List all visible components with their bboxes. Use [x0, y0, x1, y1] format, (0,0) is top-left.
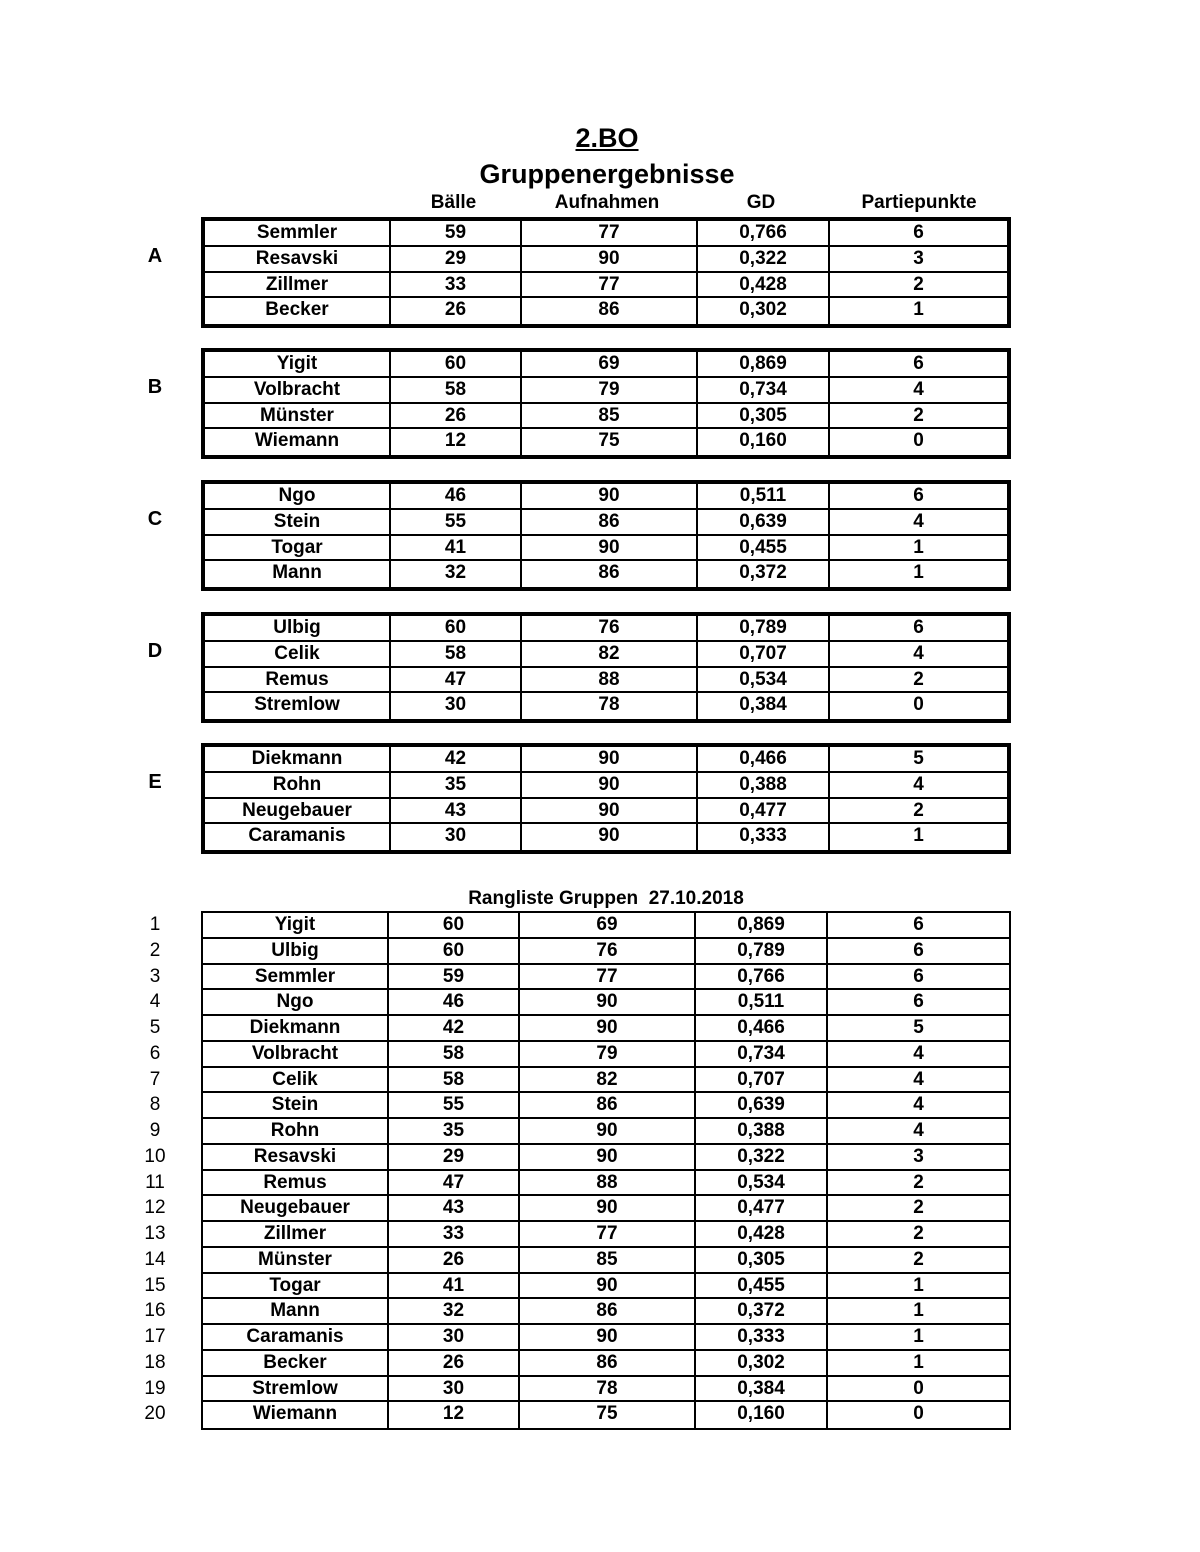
baelle-cell: 30: [391, 693, 522, 719]
aufnahmen-cell: 86: [520, 1299, 696, 1323]
table-row: [205, 404, 1007, 430]
player-name: Caramanis: [205, 824, 391, 850]
rank-number: 13: [144, 1223, 166, 1244]
aufnahmen-cell: 86: [520, 1093, 696, 1117]
baelle-cell: 43: [391, 799, 522, 823]
rank-number: 1: [149, 914, 161, 935]
baelle-cell: 42: [391, 747, 522, 771]
baelle-cell: 29: [389, 1145, 520, 1169]
partiepunkte-cell: 0: [913, 1403, 924, 1425]
aufnahmen-cell: 90: [520, 1119, 696, 1143]
aufnahmen-cell: 69: [520, 913, 696, 937]
player-name: Zillmer: [205, 273, 391, 297]
gd-cell: 0,455: [696, 1274, 828, 1298]
partiepunkte-cell: 1: [913, 562, 924, 584]
aufnahmen-cell: 77: [522, 221, 698, 245]
aufnahmen-cell: 90: [522, 747, 698, 771]
baelle-cell: 46: [391, 484, 522, 508]
rank-number: 7: [149, 1068, 161, 1090]
partiepunkte-cell: 3: [913, 247, 924, 269]
table-row: [205, 273, 1007, 299]
partiepunkte-cell: 0: [913, 694, 924, 716]
partiepunkte-cell: 1: [913, 536, 924, 558]
aufnahmen-cell: 86: [520, 1351, 696, 1375]
partiepunkte-cell: 4: [913, 510, 924, 532]
group-table: [201, 348, 1011, 459]
partiepunkte-cell: 1: [913, 1326, 924, 1347]
gd-cell: 0,302: [698, 298, 830, 324]
partiepunkte-cell: 2: [913, 668, 924, 690]
table-row: [203, 1093, 1009, 1119]
table-row: [205, 536, 1007, 562]
player-name: Rohn: [203, 1119, 389, 1143]
gd-cell: 0,388: [696, 1119, 828, 1143]
table-row: [203, 965, 1009, 991]
baelle-cell: 58: [389, 1068, 520, 1092]
aufnahmen-cell: 77: [520, 1222, 696, 1246]
aufnahmen-cell: 82: [522, 642, 698, 666]
aufnahmen-cell: 82: [520, 1068, 696, 1092]
partiepunkte-cell: 3: [913, 1145, 924, 1167]
aufnahmen-cell: 78: [522, 693, 698, 719]
player-name: Stremlow: [205, 693, 391, 719]
partiepunkte-cell: 6: [913, 965, 924, 987]
gd-cell: 0,428: [698, 273, 830, 297]
baelle-cell: 29: [391, 247, 522, 271]
player-name: Wiemann: [203, 1402, 389, 1428]
rank-number: 2: [149, 939, 161, 961]
player-name: Remus: [203, 1171, 389, 1195]
baelle-cell: 43: [389, 1196, 520, 1220]
player-name: Ngo: [203, 990, 389, 1014]
partiepunkte-cell: 2: [913, 1223, 924, 1244]
baelle-cell: 55: [391, 510, 522, 534]
player-name: Diekmann: [205, 747, 391, 771]
rank-number: 11: [145, 1171, 165, 1193]
baelle-cell: 30: [391, 824, 522, 850]
table-row: [205, 668, 1007, 694]
gd-cell: 0,372: [696, 1299, 828, 1323]
player-name: Togar: [205, 536, 391, 560]
player-name: Zillmer: [203, 1222, 389, 1246]
aufnahmen-cell: 90: [522, 824, 698, 850]
gd-cell: 0,477: [696, 1196, 828, 1220]
gd-cell: 0,766: [698, 221, 830, 245]
group-table: [201, 217, 1011, 328]
rank-number: 12: [144, 1197, 166, 1219]
rank-number: 8: [149, 1094, 161, 1116]
aufnahmen-cell: 90: [522, 773, 698, 797]
table-row: [203, 1351, 1009, 1377]
aufnahmen-cell: 86: [522, 298, 698, 324]
aufnahmen-cell: 90: [520, 990, 696, 1014]
table-row: [203, 1196, 1009, 1222]
table-row: [203, 1402, 1009, 1428]
aufnahmen-cell: 75: [520, 1402, 696, 1428]
table-row: [205, 221, 1007, 247]
aufnahmen-cell: 90: [522, 536, 698, 560]
ranking-table: [201, 911, 1011, 1430]
table-row: [203, 1042, 1009, 1068]
gd-cell: 0,455: [698, 536, 830, 560]
aufnahmen-cell: 88: [522, 668, 698, 692]
aufnahmen-cell: 76: [520, 939, 696, 963]
table-row: [203, 1016, 1009, 1042]
partiepunkte-cell: 4: [913, 1068, 924, 1090]
partiepunkte-cell: 6: [913, 222, 924, 243]
baelle-cell: 58: [391, 378, 522, 402]
partiepunkte-cell: 5: [913, 748, 924, 769]
group-table: [201, 480, 1011, 591]
aufnahmen-cell: 86: [522, 561, 698, 587]
table-row: [203, 1299, 1009, 1325]
player-name: Caramanis: [203, 1325, 389, 1349]
table-row: [203, 939, 1009, 965]
gd-cell: 0,388: [698, 773, 830, 797]
gd-cell: 0,333: [698, 824, 830, 850]
partiepunkte-cell: 1: [913, 825, 924, 847]
player-name: Becker: [203, 1351, 389, 1375]
rank-number: 15: [144, 1274, 166, 1296]
player-name: Rohn: [205, 773, 391, 797]
rank-number: 16: [144, 1300, 166, 1322]
table-row: [205, 429, 1007, 455]
column-header-baelle: Bälle: [430, 192, 477, 213]
aufnahmen-cell: 69: [522, 352, 698, 376]
gd-cell: 0,734: [696, 1042, 828, 1066]
rank-number: 10: [144, 1145, 166, 1167]
table-row: [205, 352, 1007, 378]
aufnahmen-cell: 86: [522, 510, 698, 534]
table-row: [205, 561, 1007, 587]
player-name: Semmler: [205, 221, 391, 245]
gd-cell: 0,477: [698, 799, 830, 823]
player-name: Diekmann: [203, 1016, 389, 1040]
gd-cell: 0,160: [696, 1402, 828, 1428]
baelle-cell: 26: [391, 404, 522, 428]
baelle-cell: 35: [389, 1119, 520, 1143]
rank-number: 17: [144, 1326, 166, 1347]
baelle-cell: 35: [391, 773, 522, 797]
baelle-cell: 41: [389, 1274, 520, 1298]
player-name: Münster: [205, 404, 391, 428]
player-name: Volbracht: [203, 1042, 389, 1066]
baelle-cell: 59: [389, 965, 520, 989]
table-row: [203, 1145, 1009, 1171]
baelle-cell: 26: [389, 1351, 520, 1375]
partiepunkte-cell: 4: [913, 1042, 924, 1064]
aufnahmen-cell: 90: [522, 247, 698, 271]
gd-cell: 0,333: [696, 1325, 828, 1349]
page-title: 2.BO: [575, 123, 639, 153]
ranking-title: Rangliste Gruppen 27.10.2018: [468, 888, 744, 909]
aufnahmen-cell: 90: [520, 1196, 696, 1220]
baelle-cell: 55: [389, 1093, 520, 1117]
aufnahmen-cell: 85: [522, 404, 698, 428]
baelle-cell: 60: [391, 352, 522, 376]
partiepunkte-cell: 6: [913, 485, 924, 506]
aufnahmen-cell: 75: [522, 429, 698, 455]
player-name: Stremlow: [203, 1377, 389, 1401]
table-row: [205, 773, 1007, 799]
gd-cell: 0,534: [696, 1171, 828, 1195]
aufnahmen-cell: 88: [520, 1171, 696, 1195]
partiepunkte-cell: 4: [913, 1120, 924, 1141]
table-row: [205, 298, 1007, 324]
baelle-cell: 26: [389, 1248, 520, 1272]
baelle-cell: 32: [391, 561, 522, 587]
player-name: Stein: [205, 510, 391, 534]
rank-number: 9: [149, 1120, 161, 1141]
gd-cell: 0,789: [696, 939, 828, 963]
aufnahmen-cell: 90: [520, 1016, 696, 1040]
player-name: Remus: [205, 668, 391, 692]
player-name: Ngo: [205, 484, 391, 508]
partiepunkte-cell: 2: [913, 404, 924, 426]
player-name: Ulbig: [205, 616, 391, 640]
gd-cell: 0,511: [696, 990, 828, 1014]
aufnahmen-cell: 79: [522, 378, 698, 402]
gd-cell: 0,534: [698, 668, 830, 692]
baelle-cell: 30: [389, 1325, 520, 1349]
aufnahmen-cell: 90: [520, 1274, 696, 1298]
gd-cell: 0,466: [696, 1016, 828, 1040]
table-row: [203, 1222, 1009, 1248]
player-name: Yigit: [203, 913, 389, 937]
table-row: [203, 1171, 1009, 1197]
player-name: Ulbig: [203, 939, 389, 963]
aufnahmen-cell: 90: [520, 1145, 696, 1169]
player-name: Neugebauer: [203, 1196, 389, 1220]
aufnahmen-cell: 90: [520, 1325, 696, 1349]
partiepunkte-cell: 4: [913, 642, 924, 664]
player-name: Volbracht: [205, 378, 391, 402]
gd-cell: 0,322: [698, 247, 830, 271]
gd-cell: 0,639: [696, 1093, 828, 1117]
gd-cell: 0,869: [698, 352, 830, 376]
gd-cell: 0,305: [698, 404, 830, 428]
baelle-cell: 33: [389, 1222, 520, 1246]
group-label: A: [147, 245, 163, 267]
table-row: [203, 1248, 1009, 1274]
baelle-cell: 12: [389, 1402, 520, 1428]
table-row: [205, 247, 1007, 273]
partiepunkte-cell: 4: [913, 378, 924, 400]
gd-cell: 0,639: [698, 510, 830, 534]
table-row: [203, 1119, 1009, 1145]
table-row: [203, 990, 1009, 1016]
player-name: Becker: [205, 298, 391, 324]
table-row: [205, 378, 1007, 404]
rank-number: 19: [144, 1377, 166, 1399]
gd-cell: 0,466: [698, 747, 830, 771]
column-header-partiepunkte: Partiepunkte: [861, 192, 977, 213]
baelle-cell: 59: [391, 221, 522, 245]
table-row: [205, 693, 1007, 719]
group-table: [201, 612, 1011, 723]
gd-cell: 0,322: [696, 1145, 828, 1169]
partiepunkte-cell: 2: [913, 1171, 924, 1193]
baelle-cell: 26: [391, 298, 522, 324]
gd-cell: 0,160: [698, 429, 830, 455]
gd-cell: 0,305: [696, 1248, 828, 1272]
baelle-cell: 47: [391, 668, 522, 692]
player-name: Wiemann: [205, 429, 391, 455]
player-name: Mann: [205, 561, 391, 587]
partiepunkte-cell: 1: [913, 1351, 924, 1373]
player-name: Resavski: [203, 1145, 389, 1169]
baelle-cell: 12: [391, 429, 522, 455]
aufnahmen-cell: 77: [522, 273, 698, 297]
table-row: [203, 913, 1009, 939]
aufnahmen-cell: 77: [520, 965, 696, 989]
table-row: [205, 642, 1007, 668]
table-row: [203, 1377, 1009, 1403]
baelle-cell: 30: [389, 1377, 520, 1401]
partiepunkte-cell: 2: [913, 799, 924, 821]
player-name: Resavski: [205, 247, 391, 271]
baelle-cell: 60: [391, 616, 522, 640]
gd-cell: 0,384: [696, 1377, 828, 1401]
partiepunkte-cell: 1: [913, 1300, 924, 1322]
partiepunkte-cell: 6: [913, 617, 924, 638]
rank-number: 5: [149, 1017, 161, 1038]
baelle-cell: 42: [389, 1016, 520, 1040]
table-row: [205, 616, 1007, 642]
partiepunkte-cell: 4: [913, 1094, 924, 1116]
table-row: [203, 1068, 1009, 1094]
partiepunkte-cell: 2: [913, 1248, 924, 1270]
partiepunkte-cell: 1: [913, 1274, 924, 1296]
baelle-cell: 33: [391, 273, 522, 297]
baelle-cell: 32: [389, 1299, 520, 1323]
aufnahmen-cell: 85: [520, 1248, 696, 1272]
partiepunkte-cell: 4: [913, 773, 924, 795]
player-name: Celik: [205, 642, 391, 666]
gd-cell: 0,384: [698, 693, 830, 719]
aufnahmen-cell: 78: [520, 1377, 696, 1401]
partiepunkte-cell: 0: [913, 1377, 924, 1399]
column-header-aufnahmen: Aufnahmen: [554, 192, 660, 213]
group-table: [201, 743, 1011, 854]
rank-number: 4: [149, 991, 161, 1013]
group-label: C: [147, 508, 163, 530]
partiepunkte-cell: 2: [913, 273, 924, 295]
gd-cell: 0,869: [696, 913, 828, 937]
partiepunkte-cell: 0: [913, 430, 924, 452]
rank-number: 6: [149, 1042, 161, 1064]
gd-cell: 0,707: [696, 1068, 828, 1092]
partiepunkte-cell: 6: [913, 353, 924, 374]
rank-number: 14: [144, 1248, 166, 1270]
gd-cell: 0,766: [696, 965, 828, 989]
gd-cell: 0,428: [696, 1222, 828, 1246]
rank-number: 18: [144, 1351, 166, 1373]
rank-number: 20: [144, 1403, 166, 1425]
baelle-cell: 58: [391, 642, 522, 666]
partiepunkte-cell: 6: [913, 991, 924, 1013]
aufnahmen-cell: 76: [522, 616, 698, 640]
partiepunkte-cell: 2: [913, 1197, 924, 1219]
table-row: [205, 747, 1007, 773]
baelle-cell: 46: [389, 990, 520, 1014]
player-name: Münster: [203, 1248, 389, 1272]
table-row: [203, 1274, 1009, 1300]
baelle-cell: 41: [391, 536, 522, 560]
gd-cell: 0,789: [698, 616, 830, 640]
player-name: Semmler: [203, 965, 389, 989]
player-name: Celik: [203, 1068, 389, 1092]
partiepunkte-cell: 6: [913, 939, 924, 961]
gd-cell: 0,707: [698, 642, 830, 666]
gd-cell: 0,511: [698, 484, 830, 508]
baelle-cell: 47: [389, 1171, 520, 1195]
gd-cell: 0,372: [698, 561, 830, 587]
baelle-cell: 58: [389, 1042, 520, 1066]
aufnahmen-cell: 90: [522, 484, 698, 508]
player-name: Neugebauer: [205, 799, 391, 823]
baelle-cell: 60: [389, 939, 520, 963]
aufnahmen-cell: 90: [522, 799, 698, 823]
group-label: E: [148, 771, 162, 793]
baelle-cell: 60: [389, 913, 520, 937]
player-name: Yigit: [205, 352, 391, 376]
player-name: Togar: [203, 1274, 389, 1298]
table-row: [205, 799, 1007, 825]
player-name: Mann: [203, 1299, 389, 1323]
partiepunkte-cell: 5: [913, 1017, 924, 1038]
table-row: [205, 484, 1007, 510]
aufnahmen-cell: 79: [520, 1042, 696, 1066]
group-label: D: [147, 640, 163, 662]
group-label: B: [147, 376, 163, 398]
gd-cell: 0,734: [698, 378, 830, 402]
player-name: Stein: [203, 1093, 389, 1117]
partiepunkte-cell: 1: [913, 299, 924, 321]
rank-number: 3: [149, 965, 161, 987]
page-subtitle: Gruppenergebnisse: [479, 159, 735, 189]
table-row: [205, 824, 1007, 850]
partiepunkte-cell: 6: [913, 914, 924, 935]
gd-cell: 0,302: [696, 1351, 828, 1375]
table-row: [205, 510, 1007, 536]
table-row: [203, 1325, 1009, 1351]
column-header-gd: GD: [746, 192, 776, 213]
